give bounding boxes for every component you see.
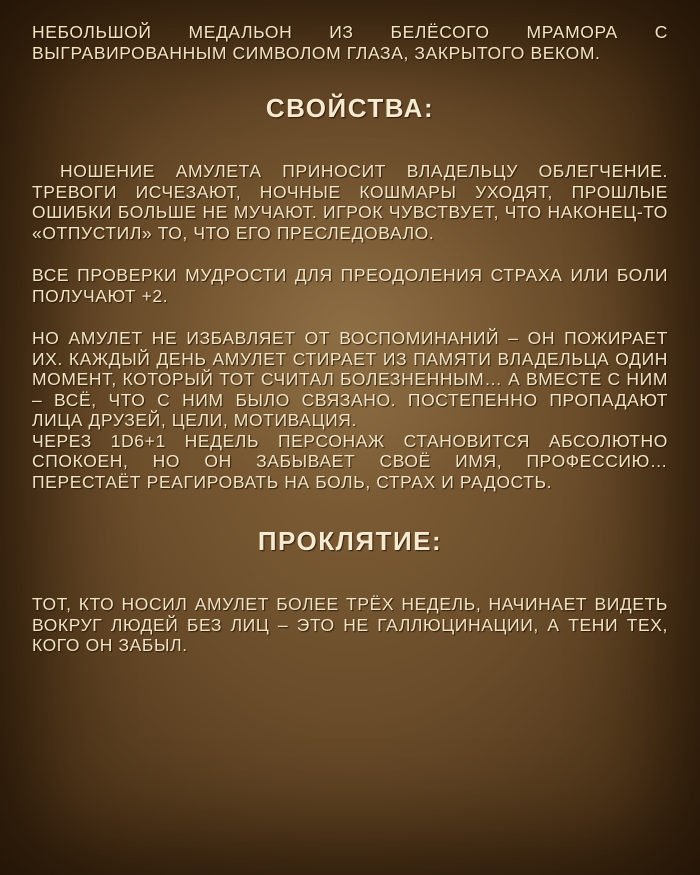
properties-paragraph-weeks: ЧЕРЕЗ 1D6+1 НЕДЕЛЬ ПЕРСОНАЖ СТАНОВИТСЯ АБСОЛЮТНО СПОКОЕН, НО ОН ЗАБЫВАЕТ СВОЁ ИМЯ, ПРОФЕССИЮ… ПЕРЕСТАЁТ РЕАГИРОВАТЬ НА БОЛЬ, СТРАХ И РАДОСТЬ.	[32, 430, 668, 492]
paragraph-gap	[32, 306, 668, 328]
item-description	[32, 22, 668, 656]
properties-paragraph-relief: НОШЕНИЕ АМУЛЕТА ПРИНОСИТ ВЛАДЕЛЬЦУ ОБЛЕГЧЕНИЕ. ТРЕВОГИ ИСЧЕЗАЮТ, НОЧНЫЕ КОШМАРЫ УХОДЯТ, ПРОШЛЫЕ ОШИБКИ БОЛЬШЕ НЕ МУЧАЮТ. ИГРОК ЧУВСТВУЕТ, ЧТО НАКОНЕЦ-ТО «ОТПУСТИЛ» ТО, ЧТО ЕГО ПРЕСЛЕДОВАЛО.	[32, 161, 668, 243]
item-intro: НЕБОЛЬШОЙ МЕДАЛЬОН ИЗ БЕЛЁСОГО МРАМОРА С ВЫГРАВИРОВАННЫМ СИМВОЛОМ ГЛАЗА, ЗАКРЫТОГО ВЕКОМ.	[32, 22, 668, 63]
properties-paragraph-bonus: ВСЕ ПРОВЕРКИ МУДРОСТИ ДЛЯ ПРЕОДОЛЕНИЯ СТРАХА ИЛИ БОЛИ ПОЛУЧАЮТ +2.	[32, 265, 668, 306]
curse-paragraph: ТОТ, КТО НОСИЛ АМУЛЕТ БОЛЕЕ ТРЁХ НЕДЕЛЬ, НАЧИНАЕТ ВИДЕТЬ ВОКРУГ ЛЮДЕЙ БЕЗ ЛИЦ – ЭТО НЕ ГАЛЛЮЦИНАЦИИ, А ТЕНИ ТЕХ, КОГО ОН ЗАБЫЛ.	[32, 594, 668, 655]
curse-heading: ПРОКЛЯТИЕ:	[257, 526, 443, 556]
paragraph-gap	[32, 243, 668, 265]
properties-heading: СВОЙСТВА:	[265, 93, 435, 123]
properties-paragraph-memory: НО АМУЛЕТ НЕ ИЗБАВЛЯЕТ ОТ ВОСПОМИНАНИЙ – ОН ПОЖИРАЕТ ИХ. КАЖДЫЙ ДЕНЬ АМУЛЕТ СТИРАЕТ ИЗ ПАМЯТИ ВЛАДЕЛЬЦА ОДИН МОМЕНТ, КОТОРЫЙ ТОТ СЧИТАЛ БОЛЕЗНЕННЫМ… А ВМЕСТЕ С НИМ – ВСЁ, ЧТО С НИМ БЫЛО СВЯЗАНО. ПОСТЕПЕННО ПРОПАДАЮТ ЛИЦА ДРУЗЕЙ, ЦЕЛИ, МОТИВАЦИЯ.	[32, 328, 668, 430]
